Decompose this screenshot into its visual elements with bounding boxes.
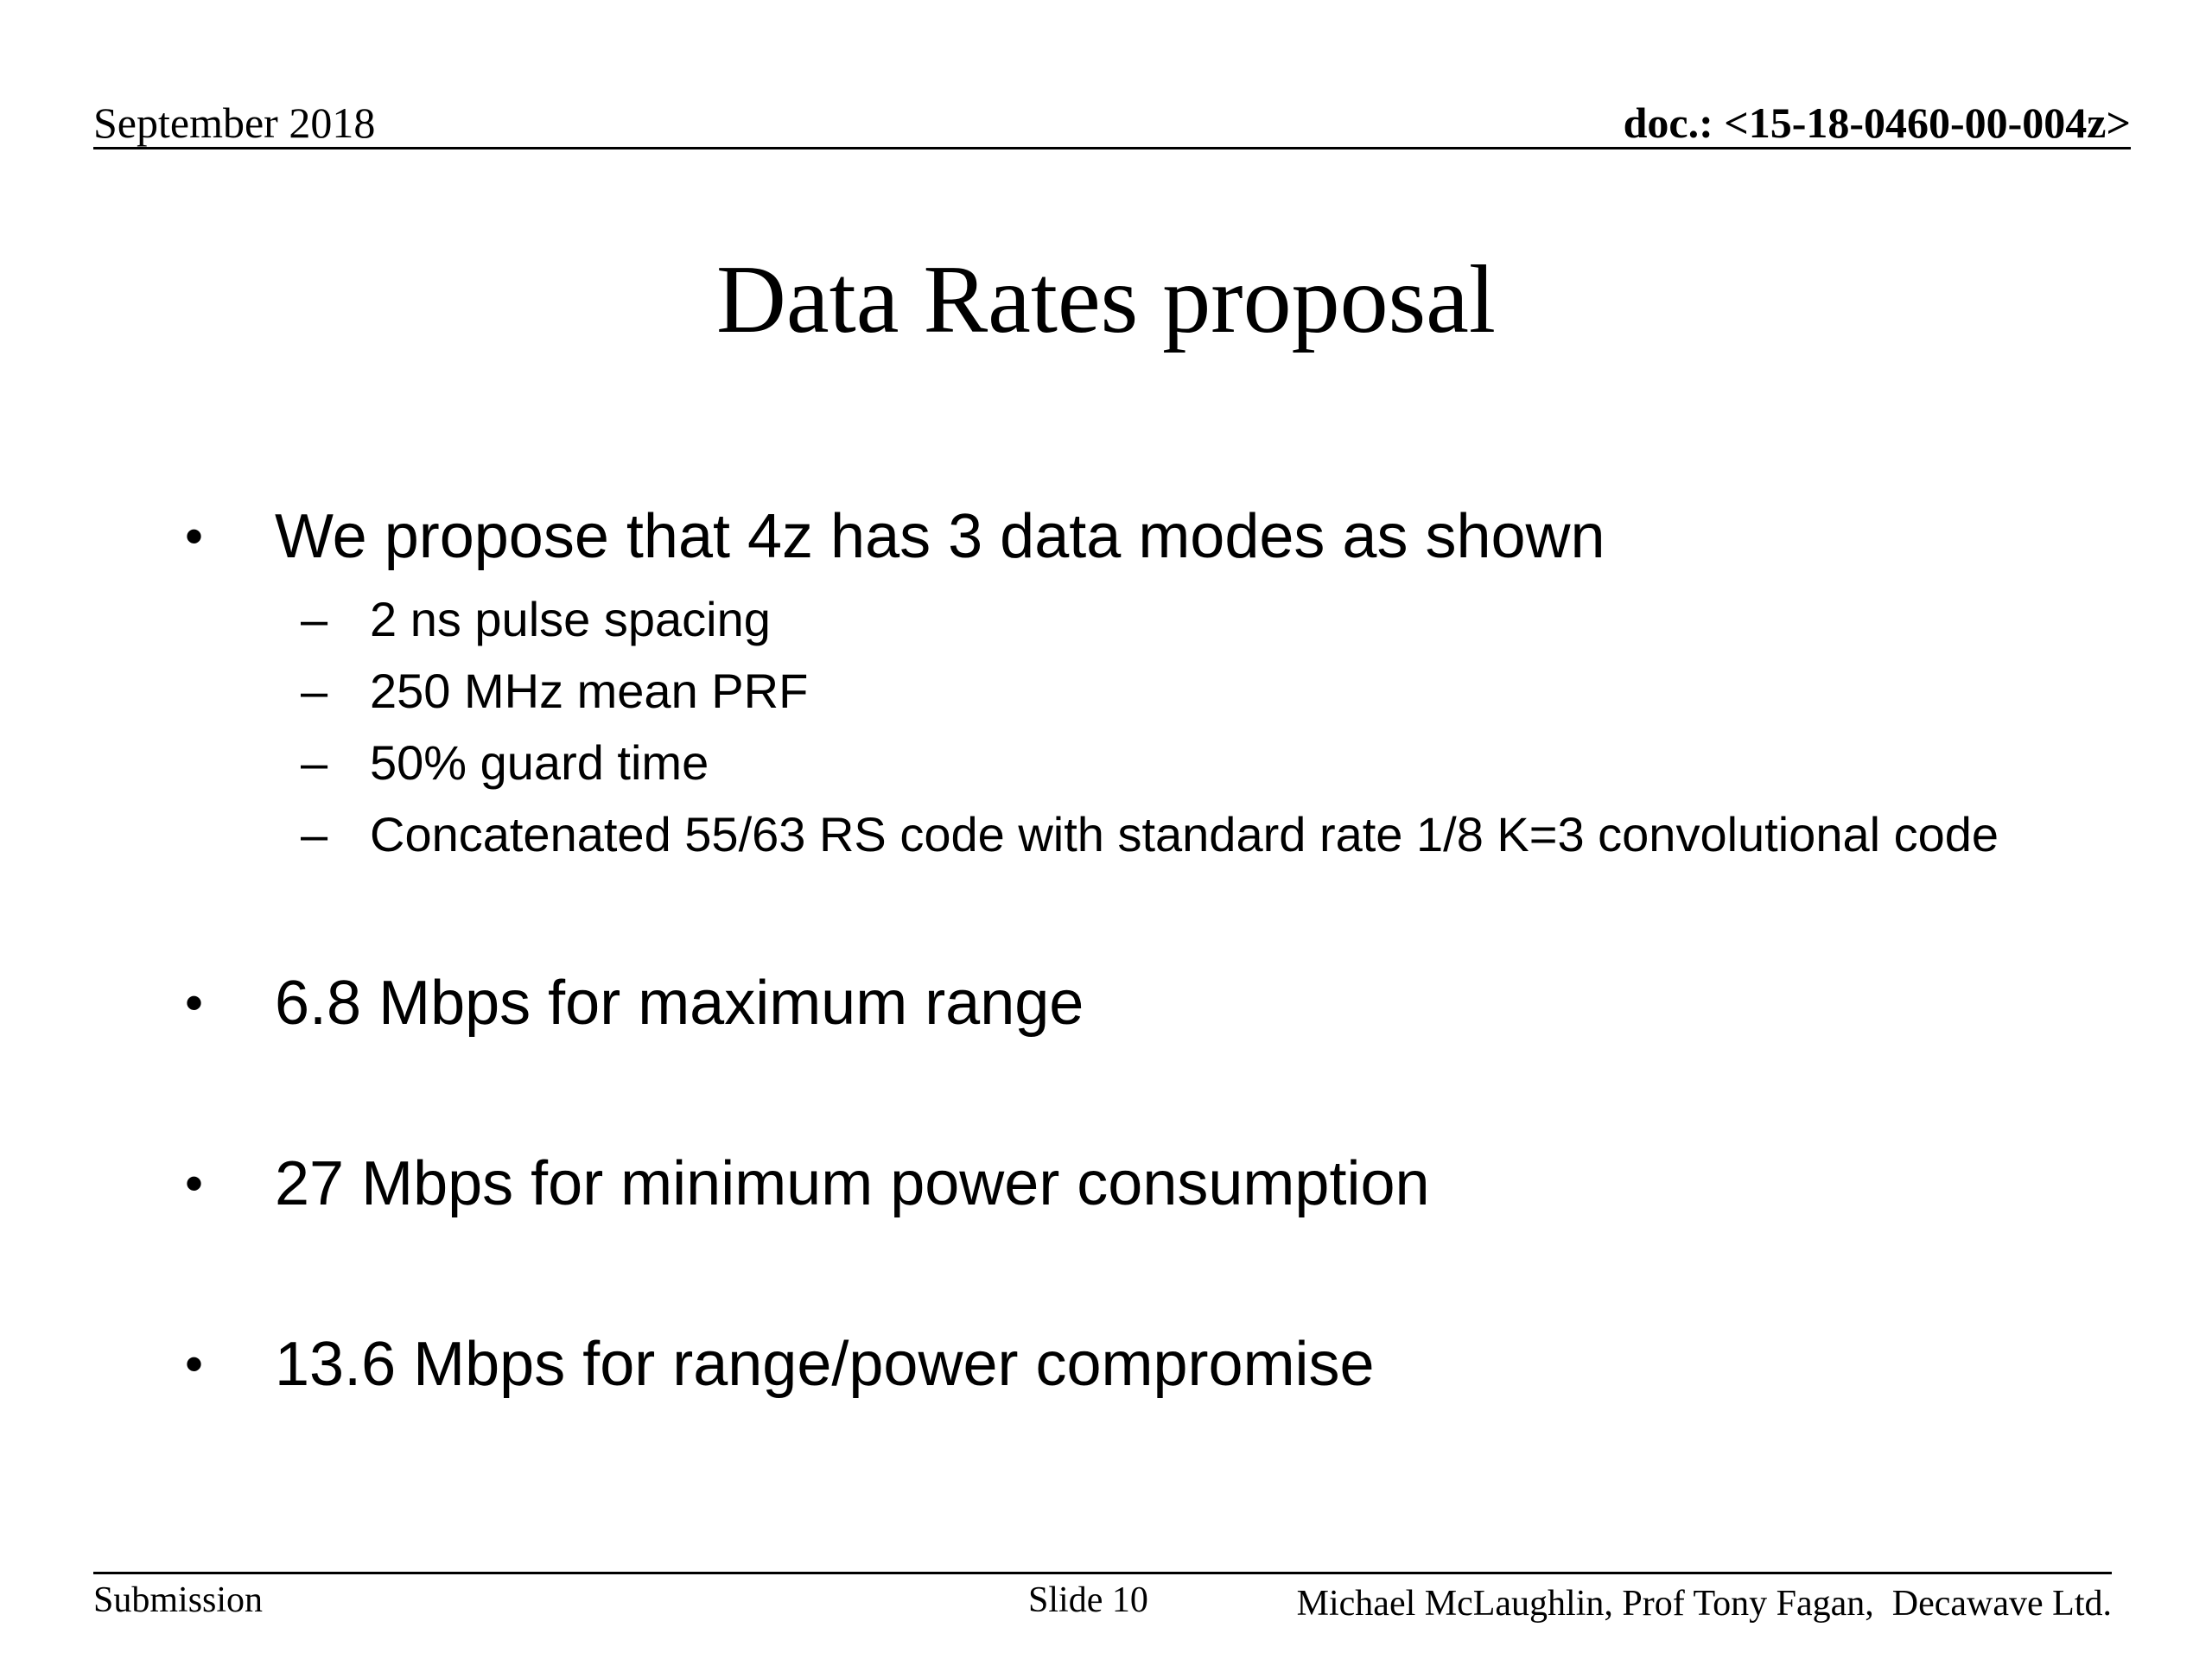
footer-slide-number: Slide 10: [1028, 1580, 1148, 1620]
dash-marker: –: [301, 735, 328, 790]
sub-bullet-item: [301, 734, 709, 792]
dash-marker: –: [301, 592, 328, 646]
sub-bullet-text: 250 MHz mean PRF: [370, 664, 809, 718]
sub-bullet-text: 50% guard time: [370, 735, 709, 790]
bullet-marker: •: [185, 507, 204, 565]
bullet-item: [185, 966, 1084, 1040]
sub-bullet-text: Concatenated 55/63 RS code with standard rate 1/8 K=3 convolutional code: [370, 807, 1999, 861]
bullet-item: [185, 1327, 1375, 1402]
bullet-marker: •: [185, 1335, 204, 1393]
sub-bullet-text: 2 ns pulse spacing: [370, 592, 771, 646]
dash-marker: –: [301, 664, 328, 718]
slide-title: Data Rates proposal: [716, 246, 1496, 353]
bullet-marker: •: [185, 974, 204, 1032]
dash-marker: –: [301, 807, 328, 861]
bullet-marker: •: [185, 1154, 204, 1212]
header-divider: [93, 147, 2131, 149]
bullet-text: 27 Mbps for minimum power consumption: [275, 1149, 1430, 1218]
sub-bullet-item: [301, 662, 808, 721]
sub-bullet-item: [301, 590, 771, 649]
bullet-text: 6.8 Mbps for maximum range: [275, 969, 1084, 1038]
bullet-item: [185, 499, 1605, 574]
footer-authors: Michael McLaughlin, Prof Tony Fagan, Decawave Ltd.: [1296, 1584, 2112, 1624]
bullet-text: We propose that 4z has 3 data modes as shown: [275, 502, 1605, 571]
footer-submission: Submission: [93, 1580, 264, 1620]
header-doc-id: doc.: <15-18-0460-00-004z>: [1623, 99, 2131, 147]
bullet-text: 13.6 Mbps for range/power compromise: [275, 1330, 1375, 1399]
header-date: September 2018: [93, 99, 376, 147]
sub-bullet-item: [301, 805, 1999, 864]
footer-divider: [93, 1572, 2112, 1574]
bullet-item: [185, 1147, 1430, 1221]
